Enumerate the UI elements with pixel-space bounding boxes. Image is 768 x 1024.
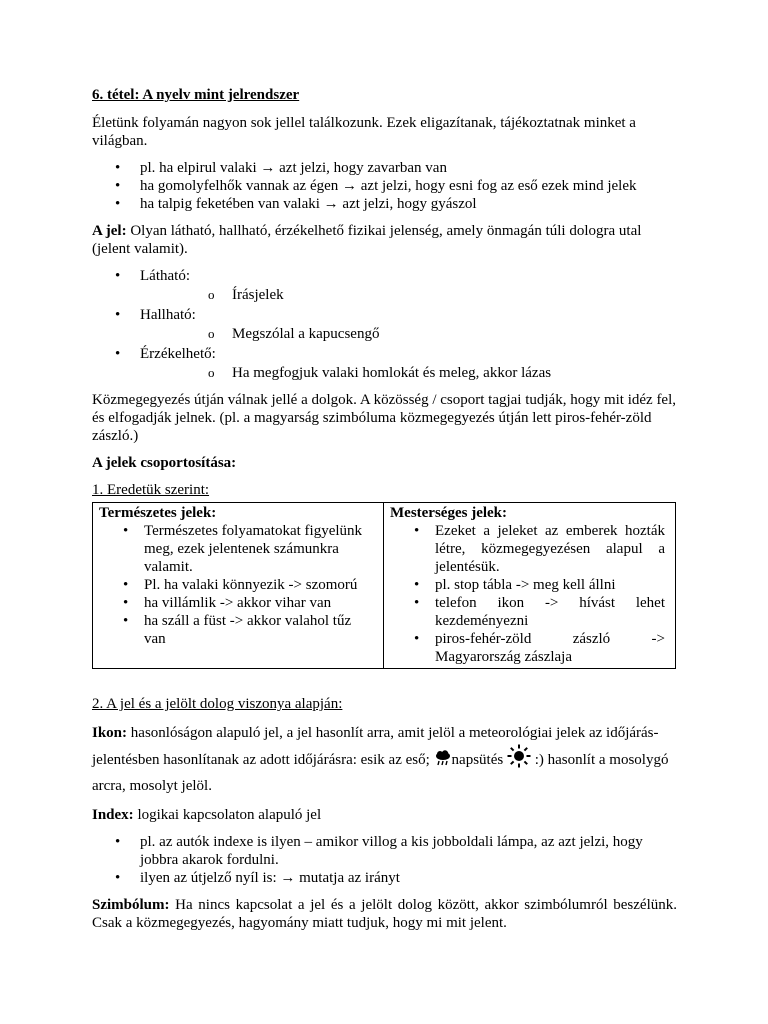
list-item	[92, 267, 677, 304]
sub-list	[140, 325, 677, 343]
ikon-text-3: :) hasonlít a mosolygó arcra, mosolyt jelöl.	[92, 752, 669, 794]
page-title: 6. tétel: A nyelv mint jelrendszer	[92, 87, 300, 103]
table-column-natural	[93, 503, 384, 668]
table-list-item: • ha villámlik -> akkor vihar van	[99, 594, 377, 612]
jel-definition-text: Olyan látható, hallható, érzékelhető fizikai jelenség, amely önmagán túli dologra utal (jelent valamit).	[92, 223, 642, 257]
list-item	[92, 306, 677, 343]
table-list-item: • Pl. ha valaki könnyezik -> szomorú	[99, 576, 377, 594]
list-item: • ha talpig feketében van valaki → azt jelzi, hogy gyászol	[92, 195, 677, 213]
list-item: • ilyen az útjelző nyíl is: → mutatja az irányt	[92, 869, 677, 887]
index-paragraph	[92, 806, 677, 824]
index-bullet-list	[92, 833, 677, 887]
table-column-artificial	[384, 503, 675, 668]
table-list-item: • piros-fehér-zöld zászló -> Magyarország zászlaja	[390, 630, 669, 666]
szimbolum-text: Ha nincs kapcsolat a jel és a jelölt dolog között, akkor szimbólumról beszélünk. Csak a közmegegyezés, hagyomány miatt tudjuk, hogy mi mit jelent.	[92, 897, 677, 931]
grouping-heading: A jelek csoportosítása:	[92, 455, 237, 471]
artificial-signs-list	[390, 522, 669, 666]
sub-list	[140, 364, 677, 382]
convention-paragraph: Közmegegyezés útján válnak jellé a dolgok. A közösség / csoport tagjai tudják, hogy mit idéz fel, és elfogadják jelnek. (pl. a magyarság szimbóluma közmegegyezés útján lett piros-fehér-zöld zászló.)	[92, 392, 677, 444]
sub-list-item: o Írásjelek	[140, 286, 677, 304]
intro-paragraph: Életünk folyamán nagyon sok jellel találkozunk. Ezek eligazítanak, tájékoztatnak minket a világban.	[92, 115, 636, 149]
szimbolum-label: Szimbólum:	[92, 897, 170, 913]
section1-heading: 1. Eredetük szerint:	[92, 482, 210, 498]
list-item	[92, 345, 677, 382]
ikon-text-1: hasonlóságon alapuló jel, a jel hasonlít arra, amit jelöl a meteorológiai jelek az időjárás-jelentésben hasonlítanak az adott időjárásra: esik az eső;	[92, 725, 659, 768]
ikon-paragraph	[92, 722, 677, 797]
natural-signs-list	[99, 522, 377, 648]
section2-heading: 2. A jel és a jelölt dolog viszonya alapján:	[92, 696, 343, 712]
sense-label: Hallható:	[140, 307, 196, 323]
intro-bullet-list	[92, 159, 677, 213]
sense-label: Látható:	[140, 268, 190, 284]
table-list-item: • telefon ikon -> hívást lehet kezdeményezni	[390, 594, 669, 630]
table-header-natural: Természetes jelek:	[99, 505, 217, 521]
ikon-text-2: napsütés	[451, 752, 507, 768]
list-item: • ha gomolyfelhők vannak az égen → azt jelzi, hogy esni fog az eső ezek mind jelek	[92, 177, 677, 195]
ikon-label: Ikon:	[92, 725, 128, 741]
jel-definition	[92, 222, 677, 258]
sun-icon	[507, 744, 531, 775]
list-item: • pl. az autók indexe is ilyen – amikor villog a kis jobboldali lámpa, az azt jelzi, hogy jobbra akarok fordulni.	[92, 833, 677, 869]
index-text: logikai kapcsolaton alapuló jel	[133, 807, 322, 823]
table-list-item: • ha száll a füst -> akkor valahol tűz van	[99, 612, 377, 648]
table-list-item: • pl. stop tábla -> meg kell állni	[390, 576, 669, 594]
sub-list-item: o Ha megfogjuk valaki homlokát és meleg, akkor lázas	[140, 364, 677, 382]
sub-list-item: o Megszólal a kapucsengő	[140, 325, 677, 343]
sub-list	[140, 286, 677, 304]
sign-types-table	[92, 502, 676, 669]
szimbolum-paragraph	[92, 896, 677, 932]
jel-definition-label: A jel:	[92, 223, 127, 239]
table-list-item: • Természetes folyamatokat figyelünk meg, ezek jelentenek számunkra valamit.	[99, 522, 377, 576]
table-list-item: • Ezeket a jeleket az emberek hozták létre, közmegegyezésen alapul a jelentésük.	[390, 522, 669, 576]
sense-label: Érzékelhető:	[140, 346, 216, 362]
table-header-artificial: Mesterséges jelek:	[390, 505, 508, 521]
sense-list	[92, 267, 677, 382]
list-item: • pl. ha elpirul valaki → azt jelzi, hogy zavarban van	[92, 159, 677, 177]
index-label: Index:	[92, 807, 134, 823]
rain-cloud-icon	[434, 750, 452, 775]
